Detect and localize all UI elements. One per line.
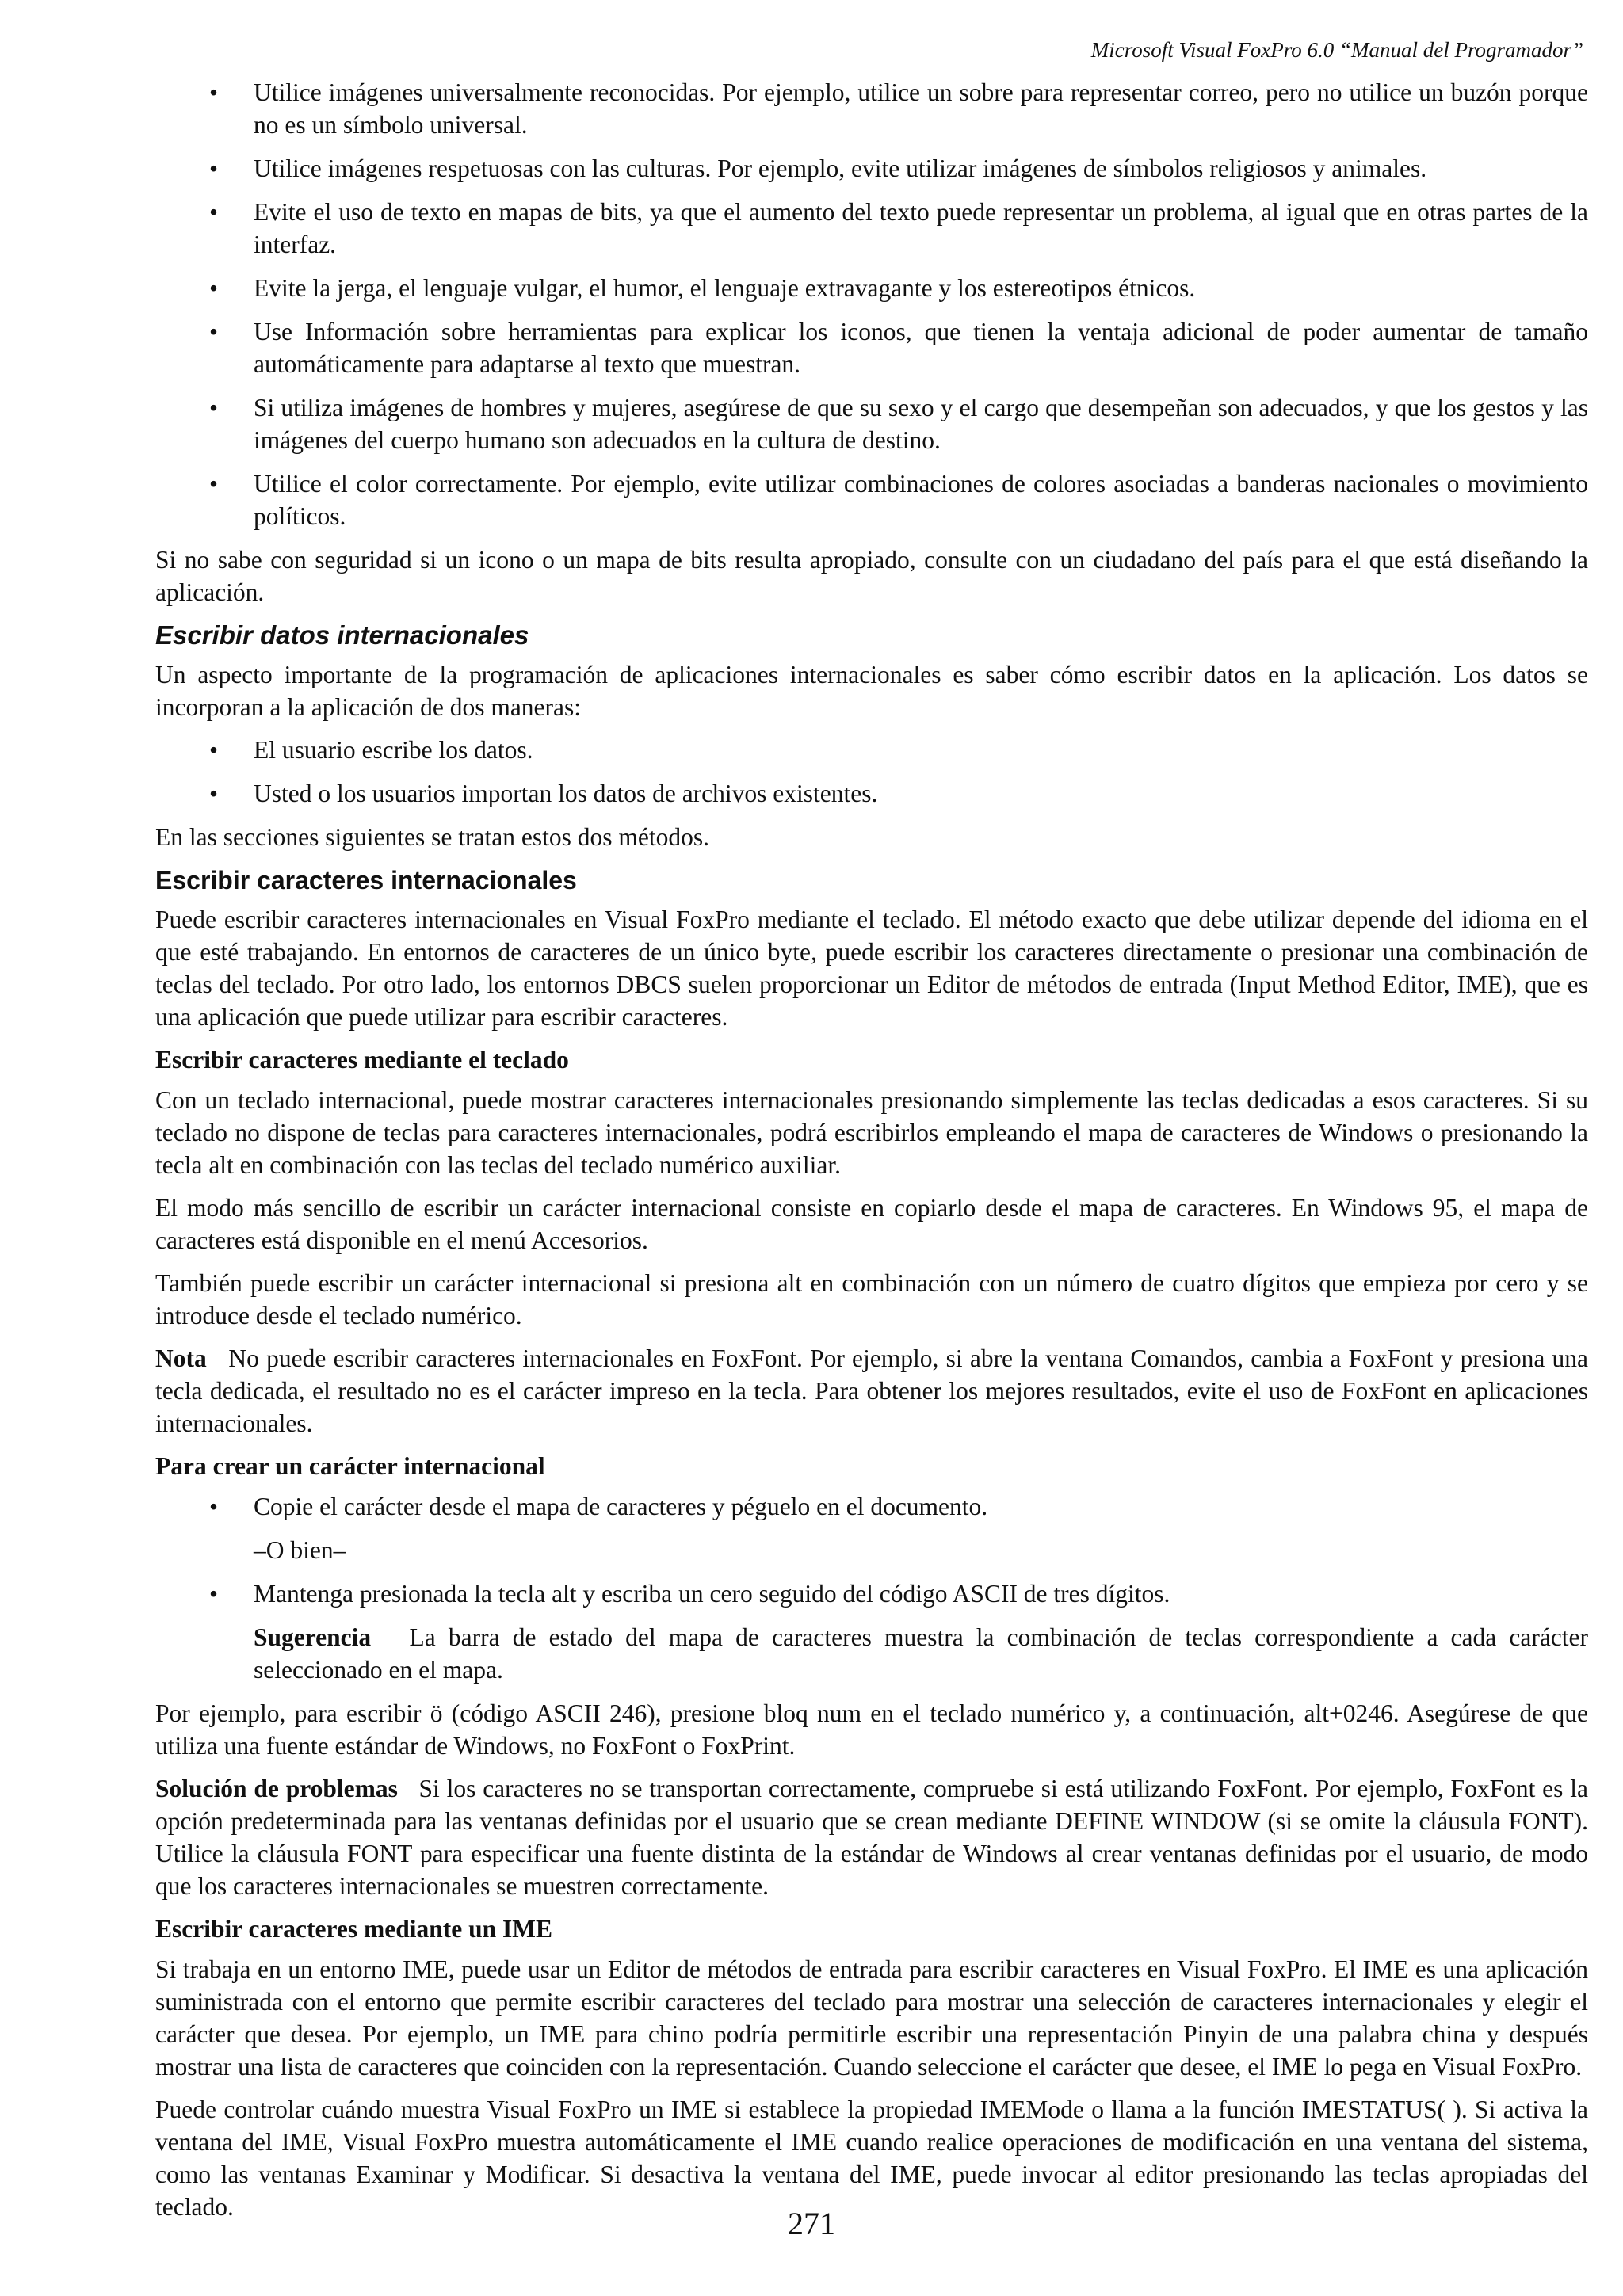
list-item: • Evite la jerga, el lenguaje vulgar, el humor, el lenguaje extravagante y los estereotipos étnicos. bbox=[254, 272, 1588, 304]
paragraph-data-entry-intro: Un aspecto importante de la programación de aplicaciones internacionales es saber cómo escribir datos en la aplicación. Los datos se incorporan a la aplicación de dos maneras: bbox=[155, 661, 1588, 721]
procedure-heading: Para crear un carácter internacional bbox=[155, 1452, 545, 1480]
procedure-step-1: • Copie el carácter desde el mapa de caracteres y péguelo en el documento. bbox=[254, 1490, 1588, 1523]
paragraph-ime-1: Si trabaja en un entorno IME, puede usar un Editor de métodos de entrada para escribir caracteres en Visual FoxPro. El IME es una aplicación suministrada con el entorno que permite escribir caracteres del teclado para mostrar una selección de caracteres internacionales y elegir el carácter que desea. Por ejemplo, un IME para chino podría permitirle escribir una representación Pinyin de una palabra china y después mostrar una lista de caracteres que coinciden con la representación. Cuando seleccione el carácter que desee, el IME lo pega en Visual FoxPro. bbox=[155, 1955, 1588, 2081]
paragraph-keyboard-3: También puede escribir un carácter internacional si presiona alt en combinación con un número de cuatro dígitos que empieza por cero y se introduce desde el teclado numérico. bbox=[155, 1269, 1588, 1329]
procedure-steps bbox=[155, 1490, 1588, 1686]
bullet-list-data-entry bbox=[155, 734, 1588, 810]
tip-label: Sugerencia bbox=[254, 1623, 372, 1651]
page-number: 271 bbox=[788, 2206, 835, 2241]
paragraph-keyboard-1: Con un teclado internacional, puede mostrar caracteres internacionales presionando simplemente las teclas dedicadas a esos caracteres. Si su teclado no dispone de teclas para caracteres internacionales, podrá escribirlos empleando el mapa de caracteres de Windows o presionando la tecla alt en combinación con las teclas del teclado numérico auxiliar. bbox=[155, 1086, 1588, 1179]
procedure-or: –O bien– bbox=[254, 1536, 346, 1564]
procedure-step-2: • Mantenga presionada la tecla alt y escriba un cero seguido del código ASCII de tres dígitos. bbox=[254, 1577, 1588, 1610]
list-item: • Utilice imágenes universalmente reconocidas. Por ejemplo, utilice un sobre para representar correo, pero no utilice un buzón porque no es un símbolo universal. bbox=[254, 76, 1588, 141]
list-item: • Use Información sobre herramientas para explicar los iconos, que tienen la ventaja adicional de poder aumentar de tamaño automáticamente para adaptarse al texto que muestran. bbox=[254, 315, 1588, 380]
list-item: • Usted o los usuarios importan los datos de archivos existentes. bbox=[254, 777, 1588, 810]
troubleshooting-label: Solución de problemas bbox=[155, 1775, 398, 1802]
note-label: Nota bbox=[155, 1344, 207, 1372]
paragraph-icon-advice: Si no sabe con seguridad si un icono o un mapa de bits resulta apropiado, consulte con un ciudadano del país para el que está diseñando la aplicación. bbox=[155, 546, 1588, 606]
section-heading-international-chars: Escribir caracteres internacionales bbox=[155, 866, 577, 894]
list-item: • Utilice el color correctamente. Por ejemplo, evite utilizar combinaciones de colores asociadas a banderas nacionales o movimiento políticos. bbox=[254, 467, 1588, 532]
paragraph-ime-2: Puede controlar cuándo muestra Visual FoxPro un IME si establece la propiedad IMEMode o llama a la función IMESTATUS( ). Si activa la ventana del IME, Visual FoxPro muestra automáticamente el IME cuando realice operaciones de modificación en una ventana del sistema, como las ventanas Examinar y Modificar. Si desactiva la ventana del IME, puede invocar al editor presionando las teclas apropiadas del teclado. bbox=[155, 2096, 1588, 2221]
list-item: • Utilice imágenes respetuosas con las culturas. Por ejemplo, evite utilizar imágenes de símbolos religiosos y animales. bbox=[254, 152, 1588, 185]
paragraph-keyboard-2: El modo más sencillo de escribir un carácter internacional consiste en copiarlo desde el mapa de caracteres. En Windows 95, el mapa de caracteres está disponible en el menú Accesorios. bbox=[155, 1194, 1588, 1254]
tip-text: La barra de estado del mapa de caracteres muestra la combinación de teclas correspondiente a cada carácter seleccionado en el mapa. bbox=[254, 1623, 1589, 1684]
paragraph-example: Por ejemplo, para escribir ö (código ASCII 246), presione bloq num en el teclado numérico y, a continuación, alt+0246. Asegúrese de que utiliza una fuente estándar de Windows, no FoxFont o FoxPrint. bbox=[155, 1699, 1588, 1760]
note-paragraph bbox=[155, 1342, 1588, 1440]
list-item: • El usuario escribe los datos. bbox=[254, 734, 1588, 766]
list-item: • Evite el uso de texto en mapas de bits, ya que el aumento del texto puede representar un problema, al igual que en otras partes de la interfaz. bbox=[254, 196, 1588, 261]
note-text: No puede escribir caracteres internacionales en FoxFont. Por ejemplo, si abre la ventana Comandos, cambia a FoxFont y presiona una tecla dedicada, el resultado no es el carácter impreso en la tecla. Para obtener los mejores resultados, evite el uso de FoxFont en aplicaciones internacionales. bbox=[155, 1344, 1588, 1437]
running-header: Microsoft Visual FoxPro 6.0 “Manual del Programador” bbox=[1090, 38, 1583, 62]
paragraph-data-entry-outro: En las secciones siguientes se tratan estos dos métodos. bbox=[155, 823, 709, 851]
list-item: • Si utiliza imágenes de hombres y mujeres, asegúrese de que su sexo y el cargo que desempeñan son adecuados, y que los gestos y las imágenes del cuerpo humano son adecuados en la cultura de destino. bbox=[254, 391, 1588, 456]
subsection-heading-ime: Escribir caracteres mediante un IME bbox=[155, 1915, 553, 1943]
troubleshooting-paragraph bbox=[155, 1772, 1588, 1902]
section-heading-data-entry: Escribir datos internacionales bbox=[155, 620, 529, 650]
subsection-heading-keyboard: Escribir caracteres mediante el teclado bbox=[155, 1046, 569, 1074]
troubleshooting-text: Si los caracteres no se transportan correctamente, compruebe si está utilizando FoxFont. Por ejemplo, FoxFont es la opción predeterminada para las ventanas definidas por el usuario que se crean mediante DEFINE WINDOW (si se omite la cláusula FONT). Utilice la cláusula FONT para especificar una fuente distinta de la estándar de Windows al crear ventanas definidas por el usuario, de modo que los caracteres internacionales se muestren correctamente. bbox=[155, 1775, 1589, 1900]
bullet-list-image-guidelines bbox=[155, 76, 1588, 532]
page-body bbox=[155, 76, 1588, 2233]
paragraph-international-chars-intro: Puede escribir caracteres internacionales en Visual FoxPro mediante el teclado. El método exacto que debe utilizar depende del idioma en el que esté trabajando. En entornos de caracteres de un único byte, puede escribir los caracteres directamente o presionar una combinación de teclas del teclado. Por otro lado, los entornos DBCS suelen proporcionar un Editor de métodos de entrada (Input Method Editor, IME), que es una aplicación que puede utilizar para escribir caracteres. bbox=[155, 906, 1588, 1031]
tip-paragraph bbox=[254, 1621, 1588, 1686]
